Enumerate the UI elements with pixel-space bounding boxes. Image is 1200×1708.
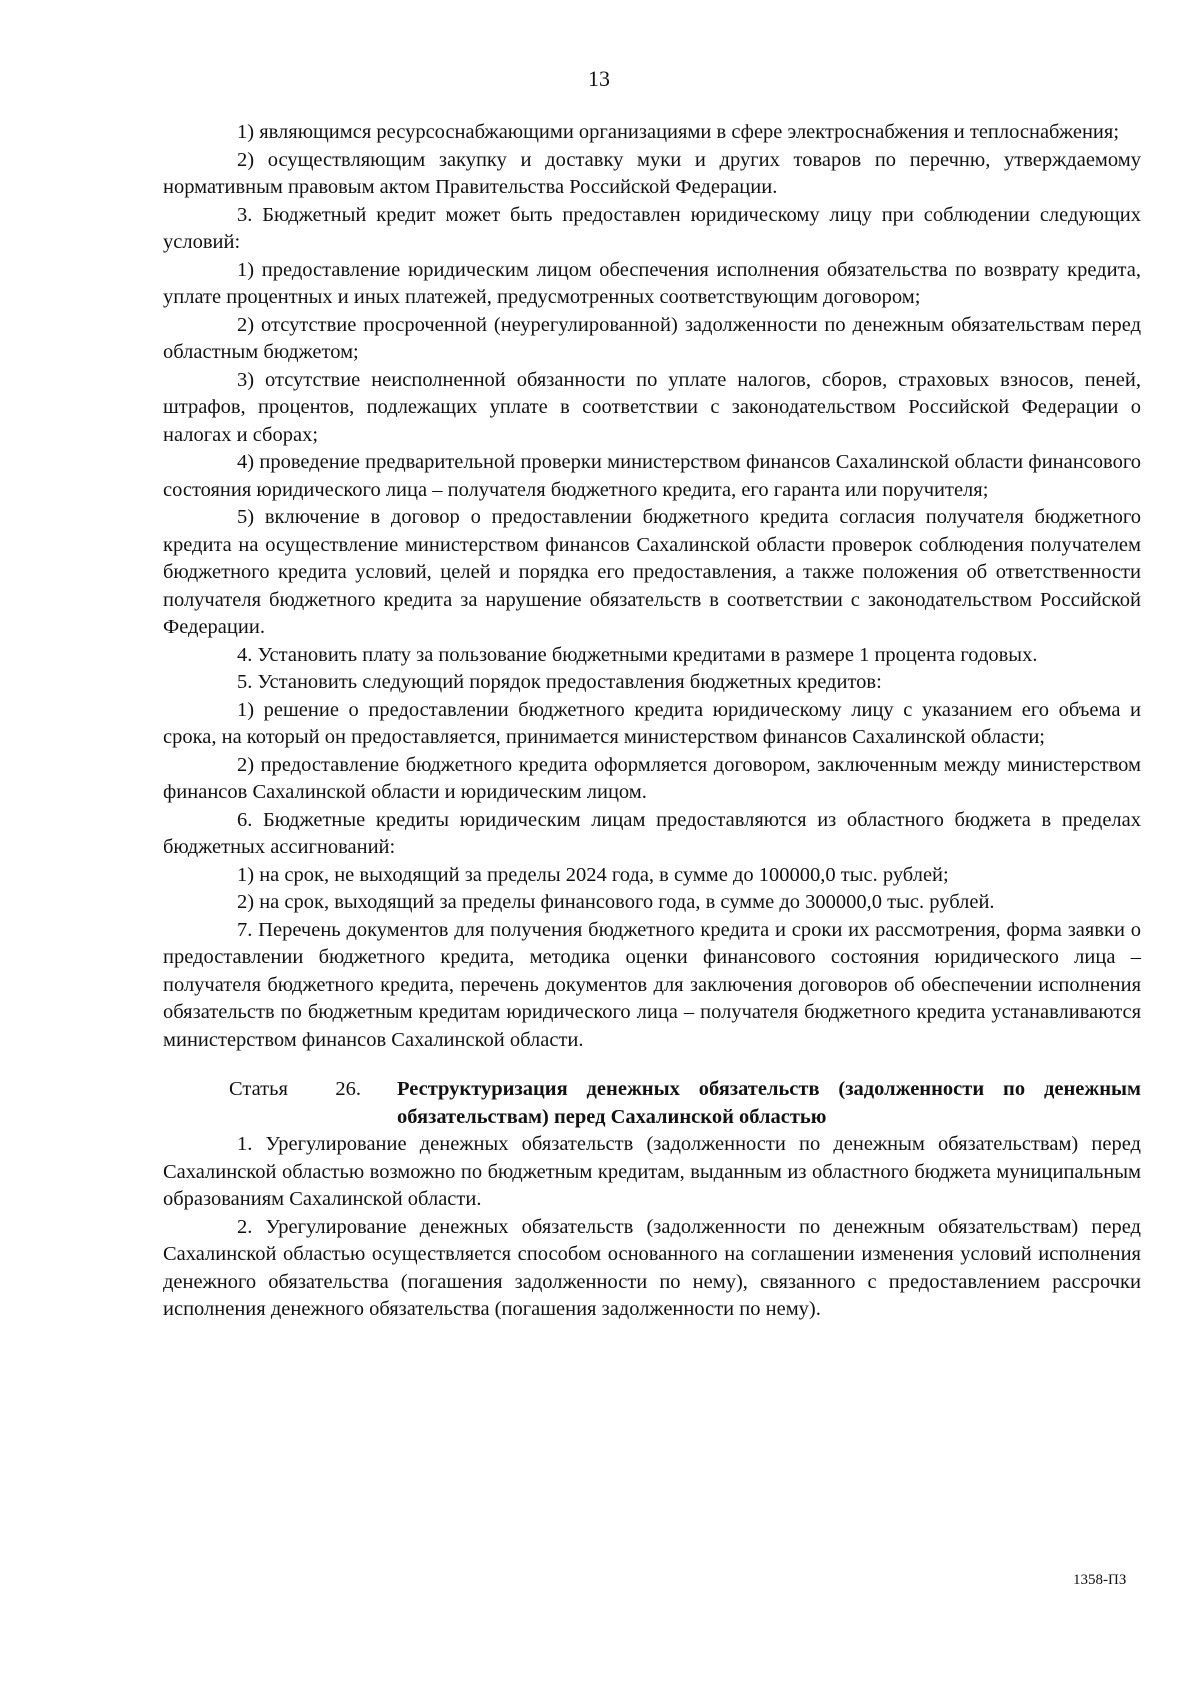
- paragraph: 3. Бюджетный кредит может быть предоставлен юридическому лицу при соблюдении следующих условий:: [163, 203, 1141, 253]
- paragraph: 2) осуществляющим закупку и доставку муки и других товаров по перечню, утверждаемому нормативным правовым актом Правительства Российской Федерации.: [163, 148, 1141, 198]
- document-code: 1358-ПЗ: [1073, 1572, 1127, 1588]
- article-title: Реструктуризация денежных обязательств (задолженности по денежным обязательствам) перед Сахалинской областью: [397, 1078, 1141, 1128]
- page-number: 13: [588, 66, 610, 91]
- paragraph: 1) на срок, не выходящий за пределы 2024 года, в сумме до 100000,0 тыс. рублей;: [237, 863, 949, 886]
- article-label: [163, 1076, 397, 1104]
- article-paragraph: 1. Урегулирование денежных обязательств (задолженности по денежным обязательствам) перед Сахалинской областью возможно по бюджетным кредитам, выданным из областного бюджета муниципальным образованиям Сахалинской области.: [163, 1133, 1141, 1210]
- paragraph: 4. Установить плату за пользование бюджетными кредитами в размере 1 процента годовых.: [237, 643, 1038, 666]
- paragraph: 5) включение в договор о предоставлении бюджетного кредита согласия получателя бюджетного кредита на осуществление министерством финансов Сахалинской области проверок соблюдения получателем бюджетного кредита условий, целей и порядка его предоставления, а также положения об ответственности получателя бюджетного кредита за нарушение обязательств в соответствии с законодательством Российской Федерации.: [163, 506, 1141, 638]
- paragraph: 1) являющимся ресурсоснабжающими организациями в сфере электроснабжения и теплоснабжения;: [237, 121, 1120, 143]
- article-heading: [163, 1076, 1141, 1131]
- paragraph: 1) предоставление юридическим лицом обеспечения исполнения обязательства по возврату кредита, уплате процентных и иных платежей, предусмотренных соответствующим договором;: [163, 258, 1141, 308]
- document-body: [163, 119, 1141, 1324]
- paragraph: 2) предоставление бюджетного кредита оформляется договором, заключенным между министерством финансов Сахалинской области и юридическим лицом.: [163, 753, 1141, 803]
- paragraph: 1) решение о предоставлении бюджетного кредита юридическому лицу с указанием его объема и срока, на который он предоставляется, принимается министерством финансов Сахалинской области;: [163, 698, 1141, 748]
- paragraph: 5. Установить следующий порядок предоставления бюджетных кредитов:: [237, 671, 882, 693]
- paragraph: 4) проведение предварительной проверки министерством финансов Сахалинской области финансового состояния юридического лица – получателя бюджетного кредита, его гаранта или поручителя;: [163, 451, 1141, 501]
- paragraph: 2) на срок, выходящий за пределы финансового года, в сумме до 300000,0 тыс. рублей.: [237, 891, 995, 913]
- paragraph: 6. Бюджетные кредиты юридическим лицам предоставляются из областного бюджета в пределах бюджетных ассигнований:: [163, 808, 1141, 858]
- paragraph: 2) отсутствие просроченной (неурегулированной) задолженности по денежным обязательствам перед областным бюджетом;: [163, 313, 1141, 363]
- paragraph: 7. Перечень документов для получения бюджетного кредита и сроки их рассмотрения, форма заявки о предоставлении бюджетного кредита, методика оценки финансового состояния юридического лица – получателя бюджетного кредита, перечень документов для заключения договоров об обеспечении исполнения обязательств по бюджетным кредитам юридического лица – получателя бюджетного кредита устанавливаются министерством финансов Сахалинской области.: [163, 918, 1141, 1051]
- article-number: 26.: [335, 1078, 361, 1100]
- article-word: Статья: [229, 1078, 288, 1100]
- paragraph: 3) отсутствие неисполненной обязанности по уплате налогов, сборов, страховых взносов, пеней, штрафов, процентов, подлежащих уплате в соответствии с законодательством Российской Федерации о налогах и сборах;: [163, 368, 1141, 446]
- article-paragraph: 2. Урегулирование денежных обязательств (задолженности по денежным обязательствам) перед Сахалинской областью осуществляется способом основанного на соглашении изменения условий исполнения денежного обязательства (погашения задолженности по нему), связанного с предоставлением рассрочки исполнения денежного обязательства (погашения задолженности по нему).: [163, 1215, 1141, 1320]
